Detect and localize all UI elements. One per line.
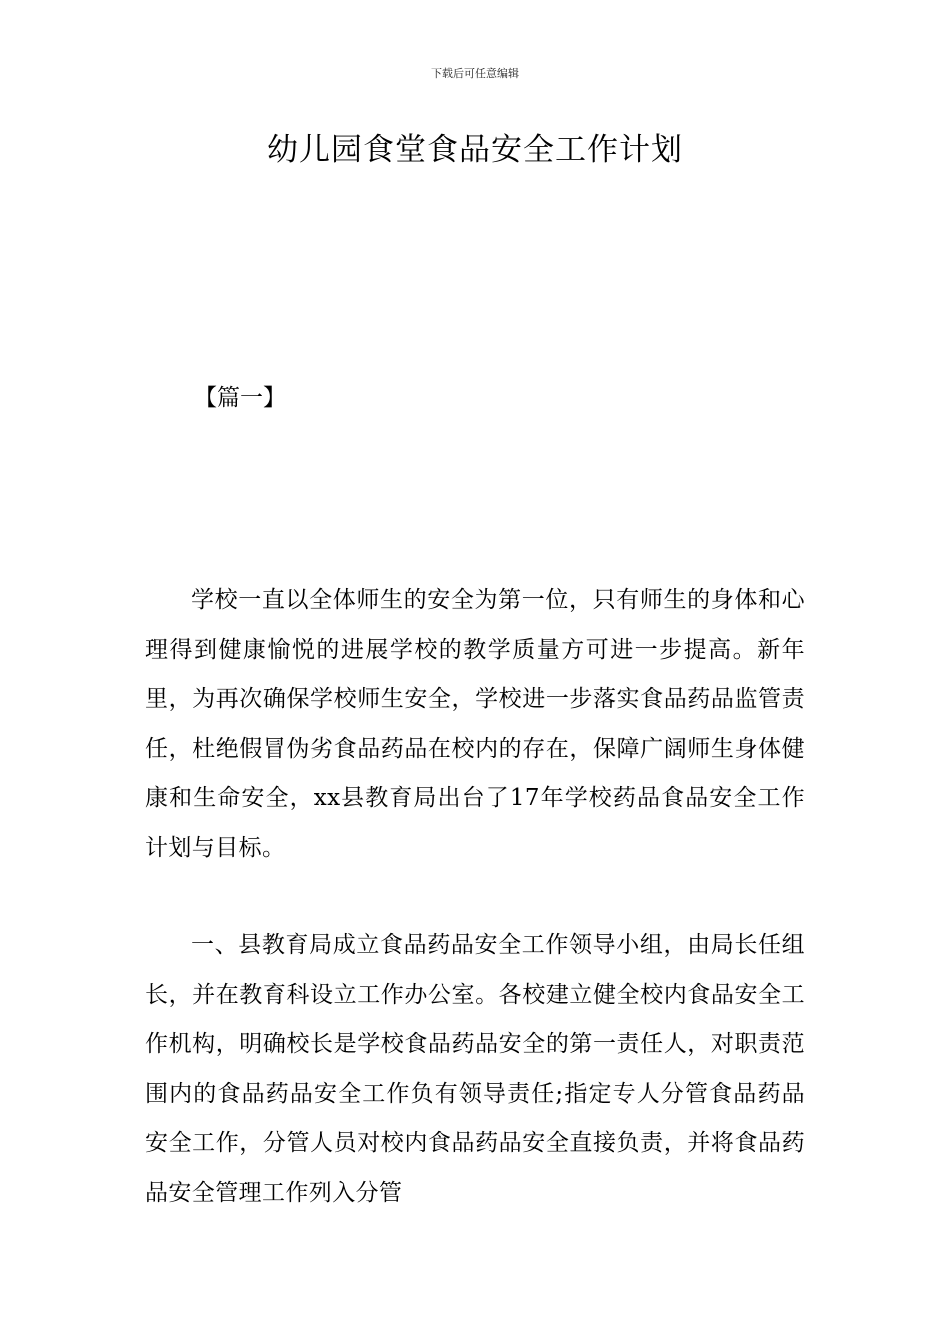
paragraph-2: 一、县教育局成立食品药品安全工作领导小组，由局长任组长，并在教育科设立工作办公室。各校建立健全校内食品安全工作机构，明确校长是学校食品药品安全的第一责任人，对职责范围内的食品药品安全工作负有领导责任;指定专人分管食品药品安全工作，分管人员对校内食品药品安全直接负责，并将食品药品安全管理工作列入分管	[145, 932, 805, 1206]
paragraph-1: 学校一直以全体师生的安全为第一位，只有师生的身体和心理得到健康愉悦的进展学校的教学质量方可进一步提高。新年里，为再次确保学校师生安全，学校进一步落实食品药品监管责任，杜绝假冒伪劣食品药品在校内的存在，保障广阔师生身体健康和生命安全，xx县教育局出台了17年学校药品食品安全工作计划与目标。	[145, 587, 805, 861]
section-label: 【篇一】	[194, 385, 286, 411]
page-title: 幼儿园食堂食品安全工作计划	[267, 132, 683, 168]
header-note: 下载后可任意编辑	[431, 67, 519, 80]
